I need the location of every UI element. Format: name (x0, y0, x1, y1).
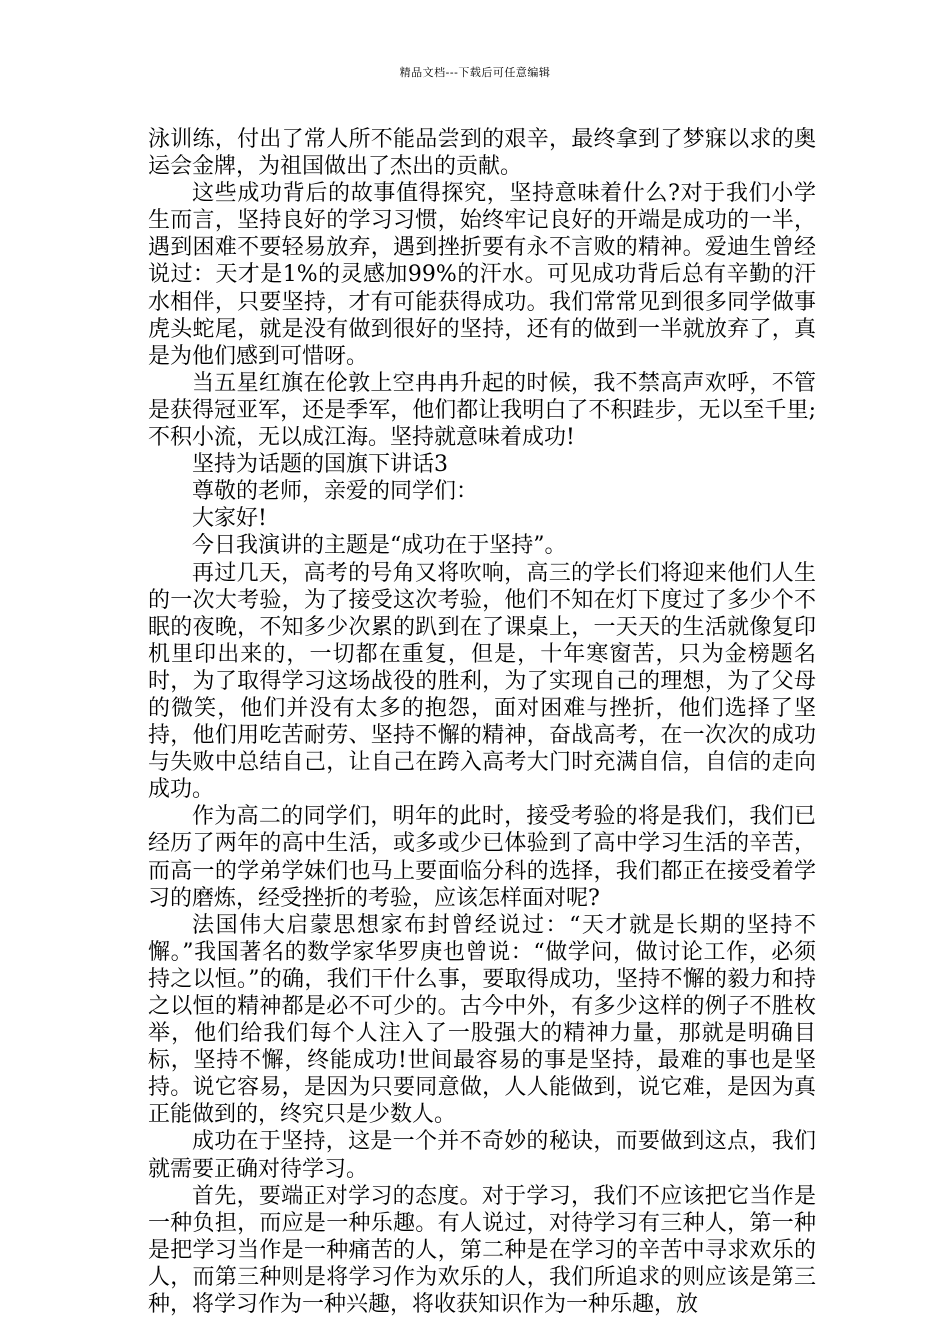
section-title: 坚持为话题的国旗下讲话3 (192, 452, 448, 478)
salutation: 尊敬的老师，亲爱的同学们： (192, 479, 479, 505)
paragraph: 成功在于坚持，这是一个并不奇妙的秘诀，而要做到这点，我们就需要正确对待学习。 (148, 1129, 816, 1182)
greeting: 大家好! (192, 506, 267, 532)
document-body (148, 126, 816, 1318)
paragraph: 今日我演讲的主题是“成功在于坚持”。 (192, 533, 567, 559)
paragraph: 法国伟大启蒙思想家布封曾经说过：“天才就是长期的坚持不懈。”我国著名的数学家华罗庚也曾说：“做学问，做讨论工作，必须持之以恒。”的确，我们干什么事，要取得成功，坚持不懈的毅力和持之以恒的精神都是必不可少的。古今中外，有多少这样的例子不胜枚举，他们给我们每个人注入了一股强大的精神力量，那就是明确目标，坚持不懈，终能成功!世间最容易的事是坚持，最难的事也是坚持。说它容易，是因为只要同意做，人人能做到，说它难，是因为真正能做到的，终究只是少数人。 (148, 912, 816, 1128)
page-header: 精品文档---下载后可任意编辑 (399, 66, 551, 79)
paragraph: 泳训练，付出了常人所不能品尝到的艰辛，最终拿到了梦寐以求的奥运会金牌，为祖国做出了杰出的贡献。 (148, 127, 816, 180)
paragraph: 首先，要端正对学习的态度。对于学习，我们不应该把它当作是一种负担，而应是一种乐趣。有人说过，对待学习有三种人，第一种是把学习当作是一种痛苦的人，第二种是在学习的辛苦中寻求欢乐的人，而第三种则是将学习作为欢乐的人，我们所追求的则应该是第三种，将学习作为一种兴趣，将收获知识作为一种乐趣，放 (148, 1183, 816, 1318)
paragraph: 这些成功背后的故事值得探究，坚持意味着什么?对于我们小学生而言，坚持良好的学习习惯，始终牢记良好的开端是成功的一半，遇到困难不要轻易放弃，遇到挫折要有永不言败的精神。爱迪生曾经说过：天才是1%的灵感加99%的汗水。可见成功背后总有辛勤的汗水相伴，只要坚持，才有可能获得成功。我们常常见到很多同学做事虎头蛇尾，就是没有做到很好的坚持，还有的做到一半就放弃了，真是为他们感到可惜呀。 (148, 181, 816, 369)
paragraph: 再过几天，高考的号角又将吹响，高三的学长们将迎来他们人生的一次大考验，为了接受这次考验，他们不知在灯下度过了多少个不眠的夜晚，不知多少次累的趴到在了课桌上，一天天的生活就像复印机里印出来的，一切都在重复，但是，十年寒窗苦，只为金榜题名时，为了取得学习这场战役的胜利，为了实现自己的理想，为了父母的微笑，他们并没有太多的抱怨，面对困难与挫折，他们选择了坚持，他们用吃苦耐劳、坚持不懈的精神，奋战高考，在一次次的成功与失败中总结自己，让自己在跨入高考大门时充满自信，自信的走向成功。 (148, 560, 816, 803)
paragraph: 当五星红旗在伦敦上空冉冉升起的时候，我不禁高声欢呼，不管是获得冠亚军，还是季军，他们都让我明白了不积跬步，无以至千里;不积小流，无以成江海。坚持就意味着成功! (148, 370, 816, 451)
paragraph: 作为高二的同学们，明年的此时，接受考验的将是我们，我们已经历了两年的高中生活，或多或少已体验到了高中学习生活的辛苦，而高一的学弟学妹们也马上要面临分科的选择，我们都正在接受着学习的磨炼，经受挫折的考验，应该怎样面对呢? (148, 804, 816, 911)
